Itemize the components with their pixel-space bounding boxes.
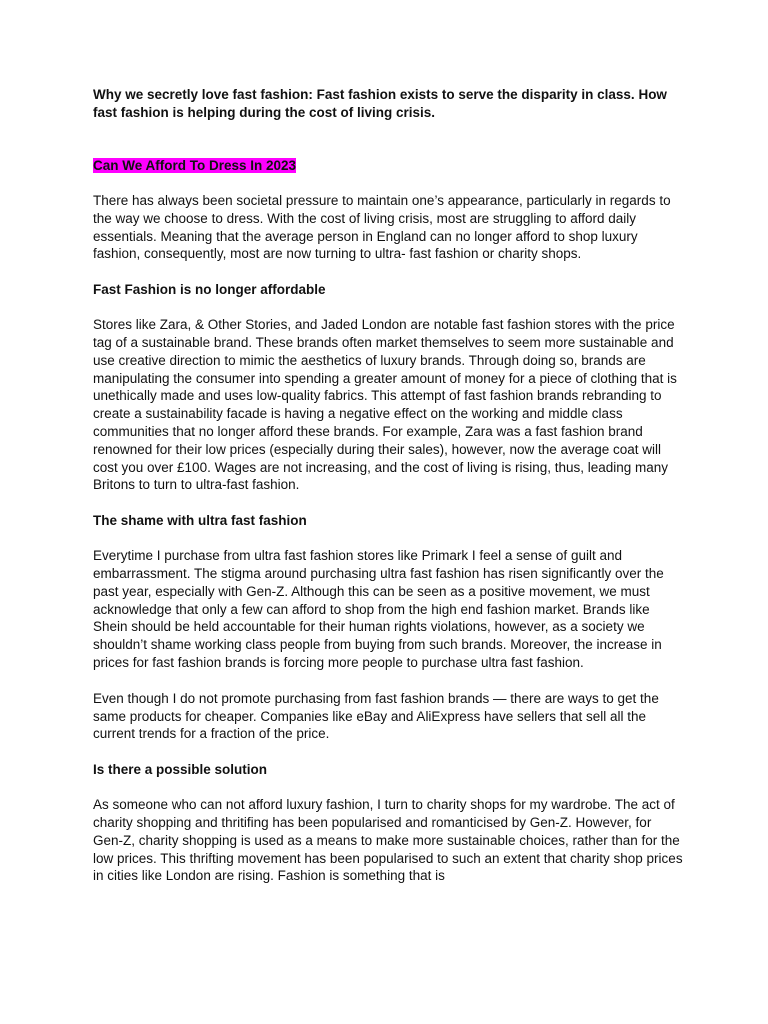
document-page xyxy=(93,86,683,885)
section-paragraph-shame-1: Everytime I purchase from ultra fast fashion stores like Primark I feel a sense of guilt and embarrassment. The stigma around purchasing ultra fast fashion has risen significantly over the past year, especially with Gen-Z. Although this can be seen as a positive movement, we must acknowledge that only a few can afford to shop from the high end fashion market. Brands like Shein should be held accountable for their human rights violations, however, as a society we shouldn’t shame working class people from buying from such brands. Moreover, the increase in prices for fast fashion brands is forcing more people to purchase ultra fast fashion. xyxy=(93,548,664,670)
section-paragraph-shame-2: Even though I do not promote purchasing from fast fashion brands — there are ways to get the same products for cheaper. Companies like eBay and AliExpress have sellers that sell all the current trends for a fraction of the price. xyxy=(93,690,659,742)
section-paragraph-affordability: Stores like Zara, & Other Stories, and Jaded London are notable fast fashion stores with the price tag of a sustainable brand. These brands often market themselves to seem more sustainable and use creative direction to mimic the aesthetics of luxury brands. Through doing so, brands are manipulating the consumer into spending a greater amount of money for a piece of clothing that is unethically made and uses low-quality fabrics. This attempt of fast fashion brands rebranding to create a sustainability facade is having a negative effect on the working and middle class communities that no longer afford these brands. For example, Zara was a fast fashion brand renowned for their low prices (especially during their sales), however, now the average coat will cost you over £100. Wages are not increasing, and the cost of living is rising, thus, leading many Britons to turn to ultra-fast fashion. xyxy=(93,317,677,493)
section-paragraph-solution: As someone who can not afford luxury fashion, I turn to charity shops for my wardrobe. The act of charity shopping and thritifing has been popularised and romanticised by Gen-Z. However, for Gen-Z, charity shopping is used as a means to make more sustainable choices, rather than for the low prices. This thrifting movement has been popularised to such an extent that charity shop prices in cities like London are rising. Fashion is something that is xyxy=(93,797,683,884)
section-heading-affordability: Fast Fashion is no longer affordable xyxy=(93,282,326,298)
section-heading-solution: Is there a possible solution xyxy=(93,762,268,778)
highlighted-heading-text: Can We Afford To Dress In 2023 xyxy=(93,158,297,173)
highlighted-heading xyxy=(93,157,683,174)
section-heading-shame: The shame with ultra fast fashion xyxy=(93,513,307,529)
document-title: Why we secretly love fast fashion: Fast fashion exists to serve the disparity in class. How fast fashion is helping during the cost of living crisis. xyxy=(93,87,667,120)
intro-paragraph: There has always been societal pressure to maintain one’s appearance, particularly in regards to the way we choose to dress. With the cost of living crisis, most are struggling to afford daily essentials. Meaning that the average person in England can no longer afford to shop luxury fashion, consequently, most are now turning to ultra- fast fashion or charity shops. xyxy=(93,193,671,262)
